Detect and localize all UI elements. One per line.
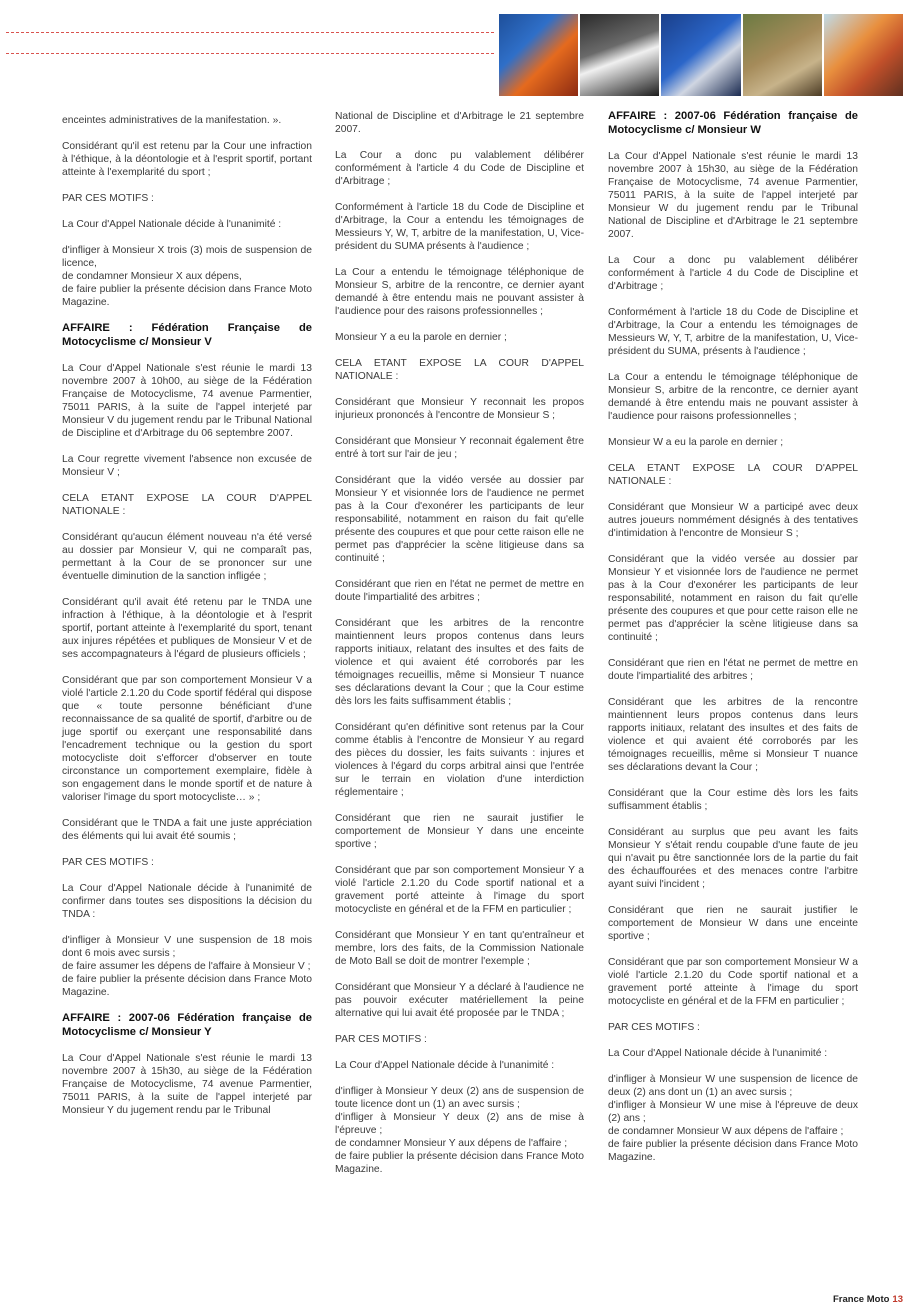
rider-photo <box>743 14 822 96</box>
paragraph: Considérant que rien ne saurait justifier le comportement de Monsieur Y dans une enceinte sportive ; <box>335 813 584 850</box>
paragraph: enceintes administratives de la manifestation. ». <box>62 115 282 126</box>
paragraph: CELA ETANT EXPOSE LA COUR D'APPEL NATIONALE : <box>608 463 858 487</box>
paragraph: La Cour d'Appel Nationale décide à l'unanimité de confirmer dans toutes ses dispositions la décision du TNDA : <box>62 883 312 920</box>
header-photo-strip <box>499 14 903 96</box>
rider-photo <box>824 14 903 96</box>
paragraph: La Cour d'Appel Nationale décide à l'unanimité : <box>608 1048 828 1059</box>
paragraph: Considérant que rien ne saurait justifier le comportement de Monsieur W dans une enceinte sportive ; <box>608 905 858 942</box>
paragraph: Considérant que rien en l'état ne permet de mettre en doute l'impartialité des arbitres ; <box>335 579 584 603</box>
paragraph: Conformément à l'article 18 du Code de Discipline et d'Arbitrage, la Cour a entendu les témoignages de Messieurs W, Y, T, arbitre de la manifestation, U, Vice-président du SUMA, présents à l'audience ; <box>608 307 858 357</box>
paragraph: La Cour d'Appel Nationale décide à l'unanimité : <box>335 1060 555 1071</box>
paragraph: La Cour d'Appel Nationale s'est réunie le mardi 13 novembre 2007 à 15h30, au siège de la Fédération Française de Motocyclisme, 74 avenue Parmentier, 75011 PARIS, à la suite de l'appel interjeté par Monsieur W du jugement rendu par le Tribunal National de Discipline et d'Arbitrage le 21 septembre 2007. <box>608 151 858 240</box>
paragraph: d'infliger à Monsieur V une suspension de 18 mois dont 6 mois avec sursis ; de faire assumer les dépens de l'affaire à Monsieur V ; de faire publier la présente décision dans France Moto Magazine. <box>62 935 312 998</box>
paragraph: Considérant que par son comportement Monsieur Y a violé l'article 2.1.20 du Code sportif national et a gravement porté atteinte à l'image du sport motocycliste en général et de la FFM en particulier ; <box>335 865 584 915</box>
case-heading: AFFAIRE : Fédération Française de Motocyclisme c/ Monsieur V <box>62 322 312 348</box>
paragraph: d'infliger à Monsieur W une suspension de licence de deux (2) ans dont un (1) an avec sursis ; d'infliger à Monsieur W une mise à l'épreuve de deux (2) ans ; de condamner Monsieur W aux dépens de l'affaire ; de faire publier la présente décision dans France Moto Magazine. <box>608 1074 858 1163</box>
magazine-name: France Moto <box>832 1294 890 1305</box>
text-column-2 <box>335 110 584 1189</box>
paragraph: Considérant que par son comportement Monsieur V a violé l'article 2.1.20 du Code sportif fédéral qui dispose que « toute personne bénéficiant d'une reconnaissance de sa qualité de sportif, d'arbitre ou de juge sportif ou exerçant une responsabilité dans l'encadrement technique ou la gestion du sport motocycliste doit s'efforcer d'observer en toute circonstance un comportement exemplaire, fidèle à son engagement dans le monde sportif et de nature à valoriser l'image du sport motocycliste… » ; <box>62 675 312 803</box>
paragraph: Considérant que par son comportement Monsieur W a violé l'article 2.1.20 du Code sportif national et a gravement porté atteinte à l'image du sport motocycliste en général et de la FFM en particulier ; <box>608 957 858 1007</box>
paragraph: Considérant que Monsieur Y reconnait les propos injurieux prononcés à l'encontre de Monsieur S ; <box>335 397 584 421</box>
paragraph: Monsieur Y a eu la parole en dernier ; <box>335 332 507 343</box>
paragraph: Conformément à l'article 18 du Code de Discipline et d'Arbitrage, la Cour a entendu les témoignages de Messieurs Y, W, T, arbitre de la manifestation, U, Vice-président du SUMA présents à l'audience ; <box>335 202 584 252</box>
paragraph: La Cour a donc pu valablement délibérer conformément à l'article 4 du Code de Discipline et d'Arbitrage ; <box>608 255 858 292</box>
paragraph: Considérant que le TNDA a fait une juste appréciation des éléments qui lui avait été soumis ; <box>62 818 312 842</box>
paragraph: PAR CES MOTIFS : <box>62 857 154 868</box>
text-column-3 <box>608 110 858 1177</box>
paragraph: La Cour d'Appel Nationale s'est réunie le mardi 13 novembre 2007 à 15h30, au siège de la Fédération Française de Motocyclisme, 74 avenue Parmentier, 75011 PARIS, à la suite de l'appel interjeté par Monsieur Y du jugement rendu par le Tribunal <box>62 1053 312 1116</box>
paragraph: d'infliger à Monsieur X trois (3) mois de suspension de licence, de condamner Monsieur X aux dépens, de faire publier la présente décision dans France Moto Magazine. <box>62 245 312 308</box>
case-heading: AFFAIRE : 2007-06 Fédération française de Motocyclisme c/ Monsieur W <box>608 110 858 136</box>
paragraph: Considérant que la vidéo versée au dossier par Monsieur Y et visionnée lors de l'audience ne permet pas à la Cour d'exonérer les participants de leur responsabilité, notamment en raison du fait qu'elle présente des coupures et que pour cette raison elle ne permet pas d'apprécier la scène litigieuse dans sa continuité ; <box>335 475 585 564</box>
paragraph: Considérant que les arbitres de la rencontre maintiennent leurs propos contenus dans leurs rapports initiaux, relatant des insultes et des faits de violence et qui avaient été corroborés par les témoignages recueillis, même si Monsieur T nuance ses déclarations devant la Cour ; que la Cour estime dès lors les faits suffisamment établis ; <box>335 618 584 707</box>
rider-photo <box>499 14 578 96</box>
paragraph: La Cour a entendu le témoignage téléphonique de Monsieur S, arbitre de la rencontre, ce dernier ayant demandé à être entendu mais ne pouvant assister à l'audience pour raisons professionnelles ; <box>608 372 858 422</box>
page-number: 13 <box>892 1294 903 1305</box>
paragraph: CELA ETANT EXPOSE LA COUR D'APPEL NATIONALE : <box>335 358 584 382</box>
paragraph: La Cour a entendu le témoignage téléphonique de Monsieur S, arbitre de la rencontre, ce dernier ayant demandé à être entendu mais ne pouvant assister à l'audience pour des raisons professionnelles ; <box>335 267 584 317</box>
paragraph: Considérant que Monsieur Y reconnait également être entré à tort sur l'air de jeu ; <box>335 436 584 460</box>
paragraph: Monsieur W a eu la parole en dernier ; <box>608 437 784 448</box>
paragraph: Considérant que les arbitres de la rencontre maintiennent leurs propos contenus dans leurs rapports initiaux, relatant des insultes et des faits de violence et qui avaient été corroborés par les témoignages recueillis, même si Monsieur T nuance ses déclarations devant la Cour ; <box>608 697 858 773</box>
paragraph: Considérant qu'il avait été retenu par le TNDA une infraction à l'éthique, à la déontologie et à l'esprit sportif, portant atteinte à l'exemplarité du sport, tenant aux injures répétées et publiques de Monsieur V et de ses accompagnateurs à l'égard de plusieurs officiels ; <box>62 597 312 660</box>
paragraph: Considérant qu'aucun élément nouveau n'a été versé au dossier par Monsieur V, qui ne comparaît pas, permettant à la Cour de se prononcer sur une éventuelle diminution de la sanction infligée ; <box>62 532 312 582</box>
rider-photo <box>661 14 740 96</box>
paragraph: PAR CES MOTIFS : <box>62 193 154 204</box>
paragraph: Considérant que la Cour estime dès lors les faits suffisamment établis ; <box>608 788 858 812</box>
paragraph: Considérant qu'il est retenu par la Cour une infraction à l'éthique, à la déontologie et à l'esprit sportif, portant atteinte à l'exemplarité du sport ; <box>62 141 312 178</box>
paragraph: Considérant qu'en définitive sont retenus par la Cour comme établis à l'encontre de Monsieur Y au regard des pièces du dossier, les faits suivants : injures et violences à l'égard du corps arbitral ainsi que l'entrée sur le terrain en violation d'une interdiction réglementaire ; <box>335 722 584 798</box>
paragraph: d'infliger à Monsieur Y deux (2) ans de suspension de toute licence dont un (1) an avec sursis ; d'infliger à Monsieur Y deux (2) ans de mise à l'épreuve ; de condamner Monsieur Y aux dépens de l'affaire ; de faire publier la présente décision dans France Moto Magazine. <box>335 1086 584 1175</box>
paragraph: PAR CES MOTIFS : <box>608 1022 700 1033</box>
paragraph: Considérant que Monsieur Y a déclaré à l'audience ne pas pouvoir exécuter matériellement la peine alternative qui lui avait été proposée par le TNDA ; <box>335 982 584 1019</box>
paragraph: Considérant que la vidéo versée au dossier par Monsieur Y et visionnée lors de l'audience ne permet pas à la Cour d'exonérer les participants de leur responsabilité, notamment en raison du fait qu'elle présente des coupures et que pour cette raison elle ne permet pas d'apprécier la scène litigieuse dans sa continuité ; <box>608 554 858 643</box>
paragraph: Considérant que Monsieur W a participé avec deux autres joueurs nommément désignés à des tentatives d'intimidation à l'encontre de Monsieur S ; <box>608 502 858 539</box>
paragraph: PAR CES MOTIFS : <box>335 1034 427 1045</box>
paragraph: Considérant au surplus que peu avant les faits Monsieur Y s'était rendu coupable d'une faute de jeu qui n'avait pu être sanctionnée lors de la partie du fait des échauffourées et des menaces contre l'arbitre ayant suivi l'incident ; <box>608 827 858 890</box>
paragraph: La Cour regrette vivement l'absence non excusée de Monsieur V ; <box>62 454 312 478</box>
case-heading: AFFAIRE : 2007-06 Fédération française de Motocyclisme c/ Monsieur Y <box>62 1012 312 1038</box>
header-rule-bottom <box>6 53 494 54</box>
text-column-1 <box>62 114 312 1130</box>
paragraph: Considérant que rien en l'état ne permet de mettre en doute l'impartialité des arbitres ; <box>608 658 858 682</box>
paragraph: National de Discipline et d'Arbitrage le 21 septembre 2007. <box>335 111 584 135</box>
header-rule-top <box>6 32 494 33</box>
paragraph: La Cour d'Appel Nationale s'est réunie le mardi 13 novembre 2007 à 10h00, au siège de la Fédération Française de Motocyclisme, 74 avenue Parmentier, 75011 PARIS, à la suite de l'appel interjeté par Monsieur V du jugement rendu par le Tribunal National de Discipline et d'Arbitrage du 06 septembre 2007. <box>62 363 312 439</box>
paragraph: La Cour a donc pu valablement délibérer conformément à l'article 4 du Code de Discipline et d'Arbitrage ; <box>335 150 584 187</box>
paragraph: CELA ETANT EXPOSE LA COUR D'APPEL NATIONALE : <box>62 493 312 517</box>
page-footer <box>833 1294 903 1305</box>
paragraph: La Cour d'Appel Nationale décide à l'unanimité : <box>62 219 282 230</box>
paragraph: Considérant que Monsieur Y en tant qu'entraîneur et membre, lors des faits, de la Commission Nationale de Moto Ball se doit de montrer l'exemple ; <box>335 930 584 967</box>
rider-photo <box>580 14 659 96</box>
